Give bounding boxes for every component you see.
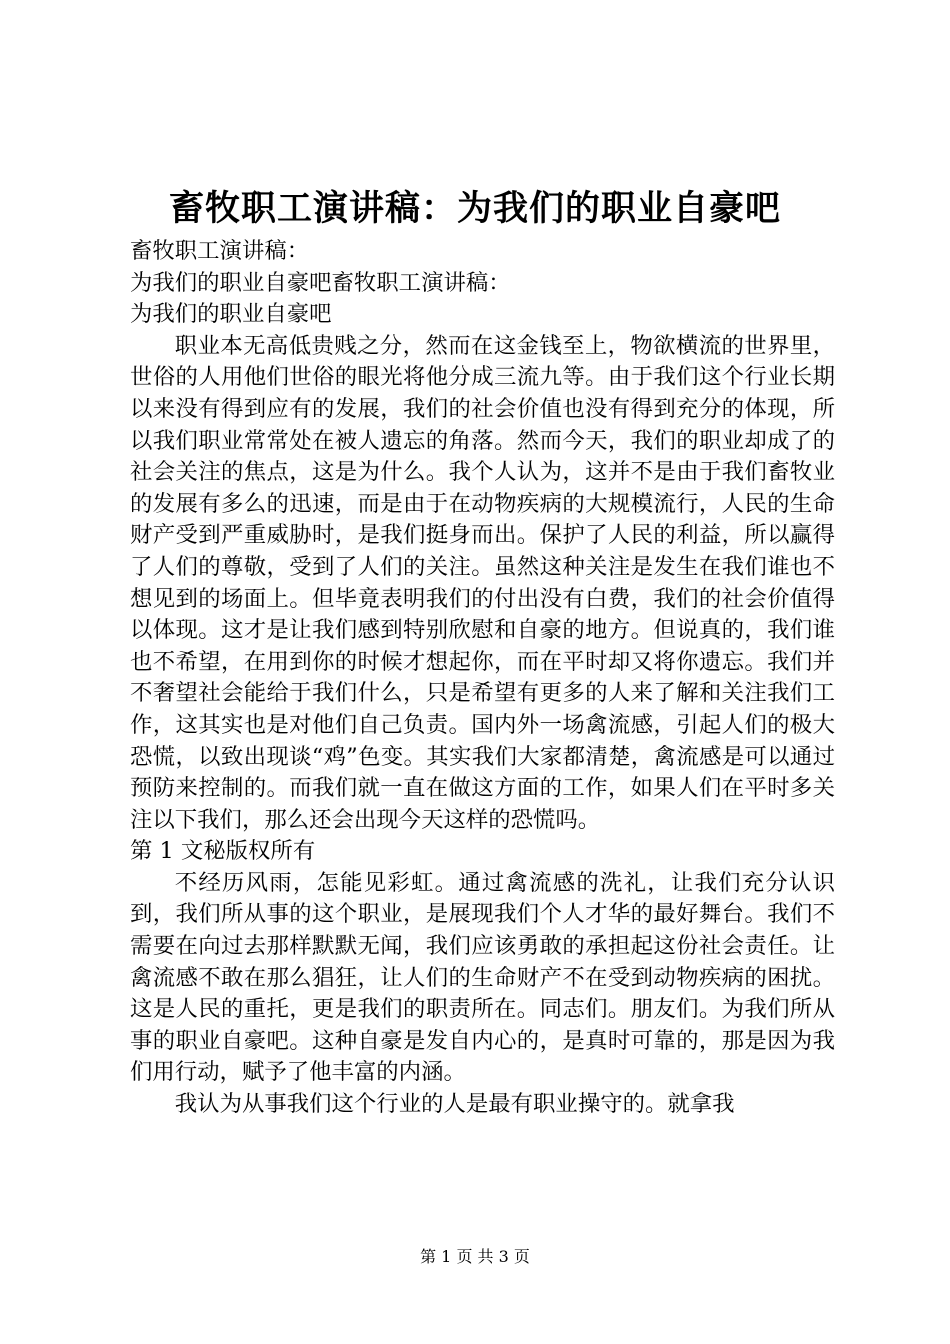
copyright-line: 第 1 文秘版权所有 xyxy=(130,838,316,865)
subtitle-line-2: 为我们的职业自豪吧畜牧职工演讲稿： xyxy=(130,269,511,296)
document-body xyxy=(130,236,835,1121)
paragraph-3: 我认为从事我们这个行业的人是最有职业操守的。就拿我 xyxy=(174,1091,735,1118)
document-title: 畜牧职工演讲稿：为我们的职业自豪吧 xyxy=(168,188,781,229)
paragraph-2: 不经历风雨，怎能见彩虹。通过禽流感的洗礼，让我们充分认识到，我们所从事的这个职业，是展现我们个人才华的最好舞台。我们不需要在向过去那样默默无闻，我们应该勇敢的承担起这份社会责任。让禽流感不敢在那么猖狂，让人们的生命财产不在受到动物疾病的困扰。这是人民的重托，更是我们的职责所在。同志们。朋友们。为我们所从事的职业自豪吧。这种自豪是发自内心的，是真时可靠的，那是因为我们用行动，赋予了他丰富的内涵。 xyxy=(130,869,835,1086)
paragraph-1: 职业本无高低贵贱之分，然而在这金钱至上，物欲横流的世界里，世俗的人用他们世俗的眼光将他分成三流九等。由于我们这个行业长期以来没有得到应有的发展，我们的社会价值也没有得到充分的体现，所以我们职业常常处在被人遗忘的角落。然而今天，我们的职业却成了的社会关注的焦点，这是为什么。我个人认为，这并不是由于我们畜牧业的发展有多么的迅速，而是由于在动物疾病的大规模流行，人民的生命财产受到严重威胁时，是我们挺身而出。保护了人民的利益，所以赢得了人们的尊敬，受到了人们的关注。虽然这种关注是发生在我们谁也不想见到的场面上。但毕竟表明我们的付出没有白费，我们的社会价值得以体现。这才是让我们感到特别欣慰和自豪的地方。但说真的，我们谁也不希望，在用到你的时候才想起你，而在平时却又将你遗忘。我们并不奢望社会能给于我们什么，只是希望有更多的人来了解和关注我们工作，这其实也是对他们自己负责。国内外一场禽流感，引起人们的极大恐慌，以致出现谈“鸡”色变。其实我们大家都清楚，禽流感是可以通过预防来控制的。而我们就一直在做这方面的工作，如果人们在平时多关注以下我们，那么还会出现今天这样的恐慌吗。 xyxy=(130,332,835,833)
subtitle-line-1: 畜牧职工演讲稿： xyxy=(130,238,310,264)
subtitle-line-3: 为我们的职业自豪吧 xyxy=(130,301,332,328)
page-footer: 第 1 页 共 3 页 xyxy=(420,1247,530,1266)
